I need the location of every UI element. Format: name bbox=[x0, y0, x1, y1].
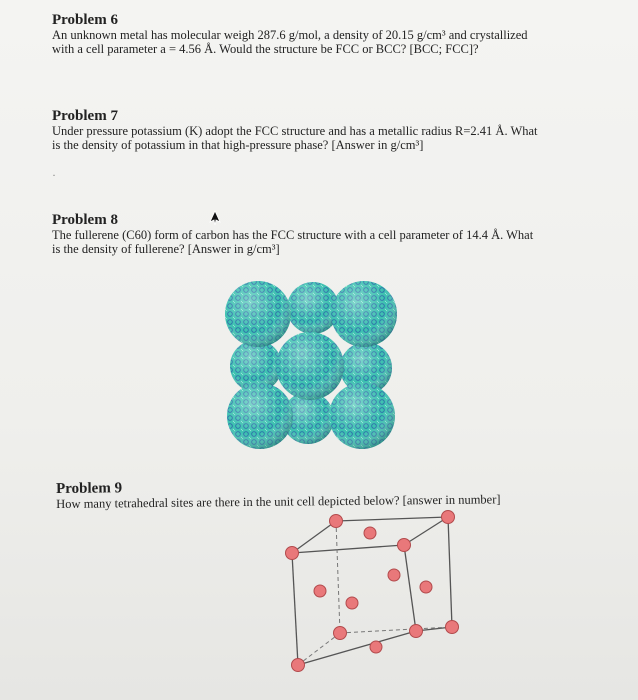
corner-atom bbox=[286, 547, 299, 560]
problem-text-line: An unknown metal has molecular weigh 287.6 g/mol, a density of 20.15 g/cm³ and crystallized bbox=[52, 28, 528, 42]
face-atom bbox=[364, 527, 376, 539]
corner-atom bbox=[292, 659, 305, 672]
problem-7 bbox=[52, 108, 612, 152]
fullerene-crystal-figure bbox=[218, 278, 402, 452]
corner-atom bbox=[398, 539, 411, 552]
corner-atom bbox=[442, 511, 455, 524]
corner-atom bbox=[410, 625, 423, 638]
unit-cell-figure bbox=[280, 505, 470, 675]
face-atom bbox=[346, 597, 358, 609]
problem-8 bbox=[52, 212, 612, 256]
mouse-cursor-icon bbox=[208, 210, 222, 226]
problem-title: Problem 8 bbox=[52, 212, 118, 228]
corner-atom bbox=[446, 621, 459, 634]
problem-title: Problem 9 bbox=[56, 480, 123, 497]
problem-title: Problem 6 bbox=[52, 12, 118, 28]
atoms bbox=[286, 511, 459, 672]
corner-atom bbox=[330, 515, 343, 528]
problem-text-line: How many tetrahedral sites are there in the unit cell depicted below? [answer in number] bbox=[56, 492, 501, 511]
face-atom bbox=[420, 581, 432, 593]
problem-6 bbox=[52, 12, 612, 56]
stray-mark: · bbox=[52, 168, 56, 182]
problem-text-line: is the density of fullerene? [Answer in g/cm³] bbox=[52, 242, 280, 256]
face-atom bbox=[388, 569, 400, 581]
face-atom bbox=[370, 641, 382, 653]
problem-title: Problem 7 bbox=[52, 108, 118, 124]
problem-text-line: The fullerene (C60) form of carbon has the FCC structure with a cell parameter of 14.4 Å. What bbox=[52, 228, 534, 242]
problem-text-line: is the density of potassium in that high-pressure phase? [Answer in g/cm³] bbox=[52, 138, 424, 152]
face-atom bbox=[314, 585, 326, 597]
problem-text-line: with a cell parameter a = 4.56 Å. Would the structure be FCC or BCC? [BCC; FCC]? bbox=[52, 42, 479, 56]
problem-text-line: Under pressure potassium (K) adopt the FCC structure and has a metallic radius R=2.41 Å. What bbox=[52, 124, 538, 138]
corner-atom bbox=[334, 627, 347, 640]
